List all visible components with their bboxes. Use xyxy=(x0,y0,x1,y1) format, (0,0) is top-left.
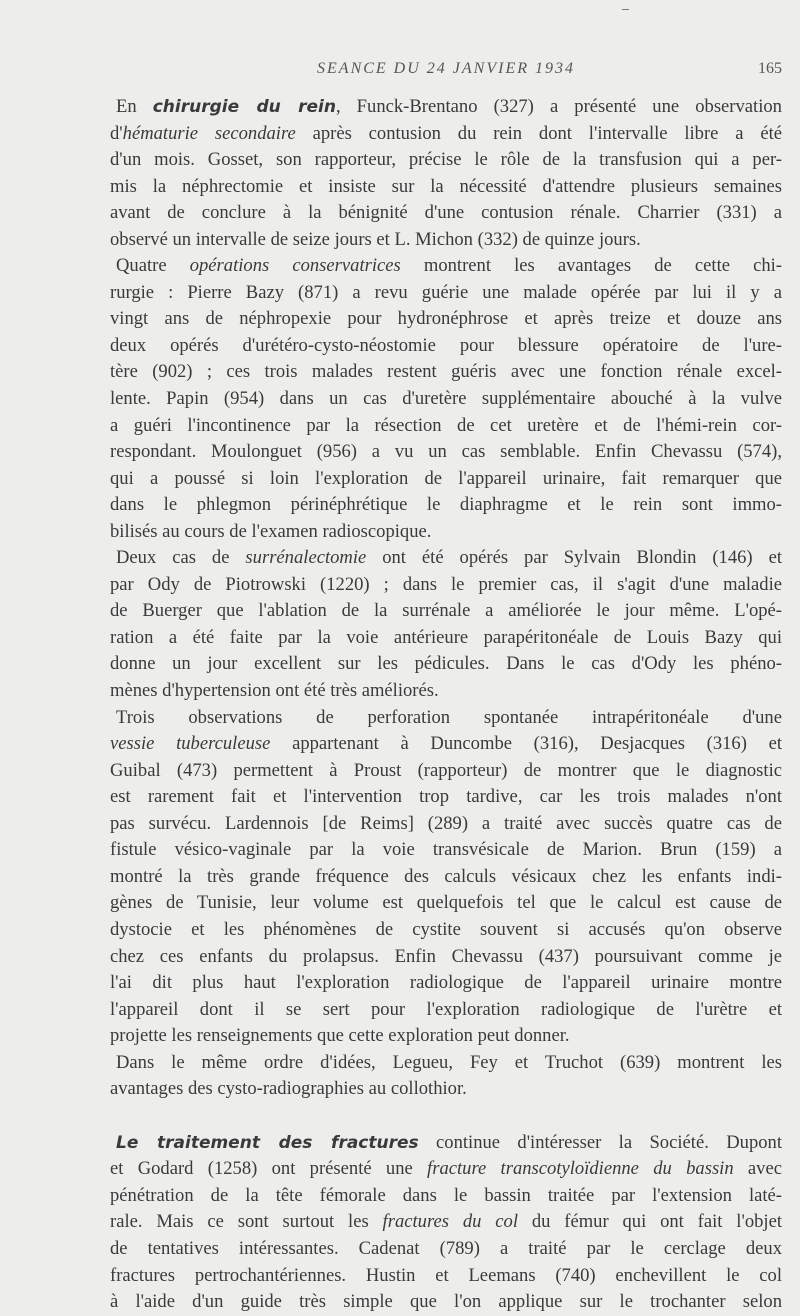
text-run: par Ody de Piotrowski (1220) ; dans le premier cas, il s'agit d'une maladie xyxy=(110,573,782,595)
text-run: bilisés au cours de l'examen radioscopique. xyxy=(110,520,432,542)
text-line xyxy=(110,1130,782,1157)
italic-text-run: fracture transcotyloïdienne du bassin xyxy=(427,1158,734,1180)
text-run: ration a été faite par la voie antérieure parapéritonéale de Louis Bazy qui xyxy=(110,626,782,648)
text-run: est rarement fait et l'intervention trop tardive, car les trois malades n'ont xyxy=(110,786,782,808)
text-run: fistule vésico-vaginale par la voie transvésicale de Marion. Brun (159) a xyxy=(110,839,782,861)
text-line xyxy=(110,890,782,917)
text-line xyxy=(110,306,782,333)
text-line xyxy=(110,519,782,546)
text-run: En xyxy=(116,96,153,117)
text-run: donne un jour excellent sur les pédicules. Dans le cas d'Ody les phéno- xyxy=(110,653,782,675)
text-line xyxy=(110,705,782,732)
text-line xyxy=(110,572,782,599)
text-line xyxy=(110,227,782,254)
text-line xyxy=(110,94,782,121)
text-run: observé un intervalle de seize jours et L. Michon (332) de quinze jours. xyxy=(110,228,641,250)
text-line xyxy=(110,280,782,307)
text-line xyxy=(110,147,782,174)
text-line xyxy=(110,1023,782,1050)
text-line xyxy=(110,837,782,864)
text-line xyxy=(110,1156,782,1183)
italic-text-run: opérations conservatrices xyxy=(189,255,401,277)
scan-mark xyxy=(622,9,629,10)
text-line xyxy=(110,784,782,811)
text-line xyxy=(110,386,782,413)
text-run: Dans le même ordre d'idées, Legueu, Fey et Truchot (639) montrent les xyxy=(116,1051,782,1073)
text-line xyxy=(110,492,782,519)
text-run: de tentatives intéressantes. Cadenat (789) a traité par le cerclage deux xyxy=(110,1237,782,1259)
text-run: pénétration de la tête fémorale dans le bassin traitée par l'extension laté- xyxy=(110,1184,782,1206)
text-line xyxy=(110,917,782,944)
text-run: Deux cas de xyxy=(116,547,246,569)
text-run: après contusion du rein dont l'intervalle libre a été xyxy=(295,122,782,144)
text-run: Trois observations de perforation spontanée intrapéritonéale d'une xyxy=(116,706,782,728)
text-line xyxy=(110,359,782,386)
text-line xyxy=(110,811,782,838)
text-run: mènes d'hypertension ont été très améliorés. xyxy=(110,680,439,702)
text-run: qui a poussé si loin l'exploration de l'appareil urinaire, fait remarquer que xyxy=(110,467,782,489)
text-line xyxy=(110,439,782,466)
text-line xyxy=(110,1263,782,1290)
text-line xyxy=(110,625,782,652)
text-run: l'appareil dont il se sert pour l'exploration radiologique de l'urètre et xyxy=(110,998,782,1020)
text-line xyxy=(110,1289,782,1316)
italic-text-run: surrénalectomie xyxy=(245,547,367,569)
text-run: dystocie et les phénomènes de cystite souvent si accusés qu'on observe xyxy=(110,918,782,940)
text-run: Quatre xyxy=(116,255,190,277)
italic-text-run: hématurie secondaire xyxy=(122,122,296,144)
text-run: mis la néphrectomie et insiste sur la nécessité d'attendre plusieurs semaines xyxy=(110,175,782,197)
text-line xyxy=(110,944,782,971)
text-run: l'ai dit plus haut l'exploration radiologique de l'appareil urinaire montre xyxy=(110,972,782,994)
running-header xyxy=(110,60,782,84)
text-line xyxy=(110,651,782,678)
text-run: vingt ans de néphropexie pour hydronéphrose et après treize et douze ans xyxy=(110,308,782,330)
text-run: et Godard (1258) ont présenté une xyxy=(110,1158,428,1180)
page-number: 165 xyxy=(758,60,782,77)
text-line xyxy=(110,253,782,280)
text-line xyxy=(110,1183,782,1210)
text-run: avant de conclure à la bénignité d'une contusion rénale. Charrier (331) a xyxy=(110,202,782,224)
text-run: rale. Mais ce sont surtout les xyxy=(110,1211,383,1233)
running-title: SEANCE DU 24 JANVIER 1934 xyxy=(317,60,575,77)
text-line xyxy=(110,598,782,625)
text-line xyxy=(110,1236,782,1263)
text-run: avec xyxy=(733,1158,782,1180)
text-run: projette les renseignements que cette exploration peut donner. xyxy=(110,1025,570,1047)
text-line xyxy=(110,731,782,758)
text-run: de Buerger que l'ablation de la surrénale a améliorée le jour même. L'opé- xyxy=(110,600,782,622)
text-run: deux opérés d'urétéro-cysto-néostomie pour blessure opératoire de l'ure- xyxy=(110,334,782,356)
text-line xyxy=(110,864,782,891)
text-line xyxy=(110,997,782,1024)
text-run: rurgie : Pierre Bazy (871) a revu guérie une malade opérée par lui il y a xyxy=(110,281,782,303)
italic-text-run: fractures du col xyxy=(382,1211,518,1233)
italic-text-run: vessie tuberculeuse xyxy=(110,733,271,755)
text-line xyxy=(110,1209,782,1236)
text-line xyxy=(110,1050,782,1077)
text-run: à l'aide d'un guide très simple que l'on applique sur le trochanter selon xyxy=(110,1291,782,1313)
text-run: gènes de Tunisie, leur volume est quelquefois tel que le calcul est cause de xyxy=(110,892,782,914)
text-line xyxy=(110,970,782,997)
text-run: d'un mois. Gosset, son rapporteur, précise le rôle de la transfusion qui a per- xyxy=(110,149,782,171)
text-run: du fémur qui ont fait l'objet xyxy=(517,1211,782,1233)
text-run: continue d'intéresser la Société. Dupont xyxy=(418,1131,782,1153)
text-line xyxy=(110,466,782,493)
text-line xyxy=(110,174,782,201)
body-text xyxy=(110,94,782,1316)
bold-italic-heading-run: chirurgie du rein xyxy=(152,97,336,117)
text-run: avantages des cysto-radiographies au collothior. xyxy=(110,1078,467,1100)
bold-italic-heading-run: Le traitement des fractures xyxy=(116,1132,419,1153)
text-run: montrent les avantages de cette chi- xyxy=(400,255,782,277)
text-run: chez ces enfants du prolapsus. Enfin Chevassu (437) poursuivant comme je xyxy=(110,945,782,967)
text-run: respondant. Moulonguet (956) a vu un cas semblable. Enfin Chevassu (574), xyxy=(110,441,782,463)
text-run: appartenant à Duncombe (316), Desjacques (316) et xyxy=(270,733,782,755)
text-line xyxy=(110,200,782,227)
text-run: fractures pertrochantériennes. Hustin et Leemans (740) enchevillent le col xyxy=(110,1264,782,1286)
text-line xyxy=(110,413,782,440)
text-run: d' xyxy=(110,122,123,144)
text-run: pas survécu. Lardennois [de Reims] (289) a traité avec succès quatre cas de xyxy=(110,812,782,834)
text-run: a guéri l'incontinence par la résection de cet uretère et de l'hémi-rein cor- xyxy=(110,414,782,436)
text-run: lente. Papin (954) dans un cas d'uretère supplémentaire abouché à la vulve xyxy=(110,388,782,410)
text-run: dans le phlegmon périnéphrétique le diaphragme et le rein sont immo- xyxy=(110,494,782,516)
text-line xyxy=(110,333,782,360)
text-run: Guibal (473) permettent à Proust (rapporteur) de montrer que le diagnostic xyxy=(110,759,782,781)
text-line xyxy=(110,758,782,785)
text-run: , Funck-Brentano (327) a présenté une observation xyxy=(335,96,782,117)
text-run: tère (902) ; ces trois malades restent guéris avec une fonction rénale excel- xyxy=(110,361,782,383)
text-line xyxy=(110,545,782,572)
text-line xyxy=(110,1076,782,1103)
text-run: montré la très grande fréquence des calculs vésicaux chez les enfants indi- xyxy=(110,865,782,887)
text-run: ont été opérés par Sylvain Blondin (146) et xyxy=(366,547,782,569)
text-line xyxy=(110,121,782,148)
text-line xyxy=(110,678,782,705)
